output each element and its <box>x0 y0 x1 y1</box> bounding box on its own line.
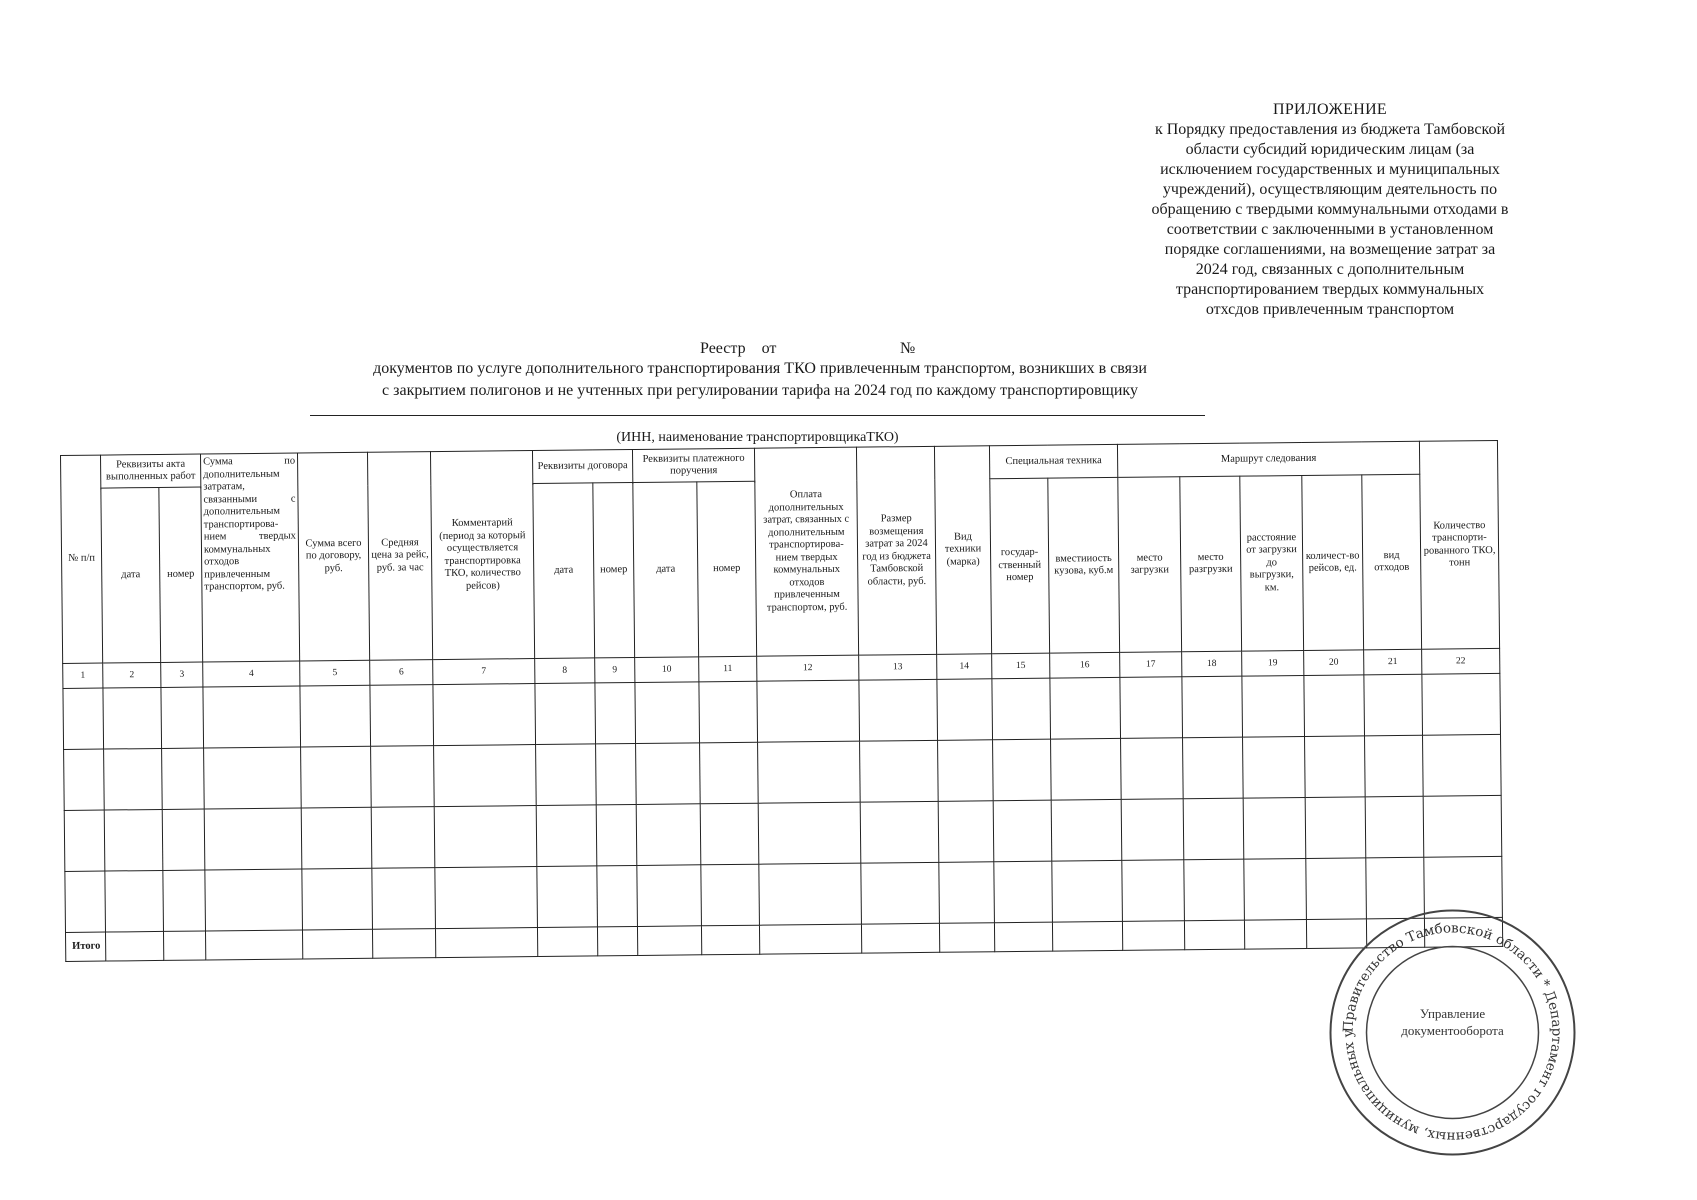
column-number: 19 <box>1242 650 1304 676</box>
stamp-ring-text: Правительство Тамбовской области * Департамент государственных, муниципальных у <box>1340 920 1565 1145</box>
col-14-header: Вид техники (марка) <box>934 446 991 655</box>
table-cell <box>1121 738 1184 800</box>
table-cell <box>371 746 435 808</box>
table-cell <box>636 804 701 866</box>
column-number: 14 <box>937 654 992 680</box>
table-cell <box>938 740 994 802</box>
table-cell <box>861 862 940 924</box>
official-stamp <box>1325 905 1580 1160</box>
table-cell <box>1305 797 1366 859</box>
table-cell <box>301 807 372 869</box>
col-18-header: место разгрузки <box>1180 476 1242 652</box>
table-cell <box>1184 859 1245 921</box>
table-cell <box>758 741 861 803</box>
table-cell <box>434 745 537 807</box>
col-8-9-header: Реквизиты договора <box>532 450 632 484</box>
registry-subtitle-line: с закрытием полигонов и не учтенных при регулировании тарифа на 2024 год по каждому транспортировщику <box>382 382 1138 399</box>
table-cell <box>162 809 205 870</box>
total-cell <box>205 930 302 960</box>
registry-number-sign: № <box>900 340 916 357</box>
appendix-title: ПРИЛОЖЕНИЕ <box>1272 101 1387 118</box>
total-cell <box>302 929 372 959</box>
table-cell <box>1244 858 1307 920</box>
registry-subtitle-line: документов по услуге дополнительного транспортирования ТКО привлеченным транспортом, возникших в связи <box>373 360 1147 377</box>
table-cell <box>993 739 1052 801</box>
col-6-header: Средняя цена за рейс, руб. за час <box>367 452 432 661</box>
payment-date-header: дата <box>633 482 699 658</box>
column-number: 20 <box>1304 650 1364 676</box>
table-cell <box>536 805 597 867</box>
special-equipment-header: Специальная техника <box>989 444 1117 478</box>
column-number: 18 <box>1182 651 1242 677</box>
column-number: 15 <box>992 653 1050 679</box>
table-cell <box>433 684 536 746</box>
appendix-line: к Порядку предоставления из бюджета Тамбовской <box>1154 121 1506 138</box>
table-cell <box>1422 673 1501 735</box>
table-cell <box>1305 736 1366 798</box>
table-cell <box>859 679 938 741</box>
total-cell <box>637 926 701 956</box>
column-number: 5 <box>300 660 370 686</box>
table-cell <box>63 688 104 749</box>
table-cell <box>163 870 206 931</box>
table-cell <box>860 740 939 802</box>
table-cell <box>1365 796 1424 858</box>
column-number: 12 <box>757 655 859 681</box>
appendix-line: 2024 год, связанных с дополнительным <box>1195 261 1465 278</box>
total-cell <box>1184 920 1244 950</box>
total-cell <box>1052 921 1122 951</box>
column-number: 1 <box>63 663 103 688</box>
table-cell <box>1183 737 1244 799</box>
table-cell <box>758 802 861 864</box>
column-number: 22 <box>1422 648 1500 674</box>
table-cell <box>371 807 435 869</box>
appendix-line: области субсидий юридическим лицам (за <box>1185 141 1475 158</box>
column-number: 4 <box>203 661 300 687</box>
column-number: 9 <box>595 657 635 682</box>
col-4-header: Сумма по дополнительным затратам, связанными с дополнительным транспортирова-нием твердых коммунальных отходов привлеченным транспортом, руб. <box>200 453 299 662</box>
total-cell <box>105 931 163 961</box>
total-cell <box>994 922 1052 952</box>
table-cell <box>1182 676 1243 738</box>
table-cell <box>162 748 205 809</box>
table-cell <box>535 683 596 745</box>
contract-date-header: дата <box>533 483 595 659</box>
table-cell <box>300 685 371 747</box>
col-22-header: Количество транспорти-рованного ТКО, тонн <box>1419 440 1499 649</box>
table-cell <box>1423 734 1502 796</box>
col-1-header: № п/п <box>61 455 103 663</box>
table-cell <box>104 809 163 871</box>
registry-from: от <box>761 340 777 357</box>
total-cell <box>1122 921 1184 951</box>
column-number: 16 <box>1050 652 1120 678</box>
table-cell <box>939 862 995 924</box>
col-17-header: место загрузки <box>1118 477 1182 653</box>
table-cell <box>699 681 758 743</box>
table-cell <box>1243 736 1306 798</box>
table-cell <box>161 687 204 748</box>
fill-in-line <box>310 415 1205 416</box>
table-cell <box>537 866 598 928</box>
col-5-header: Сумма всего по договору, руб. <box>297 452 369 661</box>
table-cell <box>370 685 434 747</box>
total-cell <box>163 931 205 960</box>
table-cell <box>595 682 636 743</box>
table-cell <box>757 680 860 742</box>
registry-title <box>700 340 916 358</box>
table-cell <box>103 687 162 749</box>
table-cell <box>635 682 700 744</box>
appendix-line: обращению с твердыми коммунальными отходами в <box>1151 201 1509 218</box>
payment-number-header: номер <box>697 481 757 657</box>
column-number: 8 <box>535 658 595 684</box>
column-number: 17 <box>1120 652 1182 678</box>
act-number-header: номер <box>159 487 203 662</box>
column-number: 10 <box>635 657 699 683</box>
table-cell <box>204 747 302 809</box>
column-number: 13 <box>859 654 937 680</box>
table-cell <box>372 868 436 930</box>
table-cell <box>204 808 302 870</box>
stamp-center-line: Управление <box>1419 1006 1486 1021</box>
registry-table <box>60 440 1503 962</box>
table-cell <box>937 679 993 741</box>
table-cell <box>205 869 303 931</box>
total-cell <box>759 924 861 954</box>
col-2-3-header: Реквизиты акта выполненных работ <box>101 454 201 488</box>
table-cell <box>64 749 105 810</box>
col-21-header: вид отходов <box>1362 474 1422 650</box>
table-cell <box>302 868 373 930</box>
total-cell <box>597 926 637 955</box>
table-cell <box>1304 675 1365 737</box>
table-cell <box>434 806 537 868</box>
table-cell <box>700 803 759 865</box>
table-cell <box>992 678 1051 740</box>
appendix-header <box>1105 100 1555 320</box>
col-19-header: расстояние от загрузки до выгрузки, км. <box>1240 475 1304 651</box>
table-cell <box>1120 677 1183 739</box>
route-header: Маршрут следования <box>1117 441 1419 477</box>
col-10-11-header: Реквизиты платежного поручения <box>632 448 754 482</box>
registry-word: Реестр <box>700 340 746 357</box>
registry-subtitle <box>310 358 1210 402</box>
table-cell <box>64 810 105 871</box>
table-cell <box>993 800 1052 862</box>
contract-number-header: номер <box>593 483 635 658</box>
table-cell <box>1052 860 1123 922</box>
col-15-header: государ-ственный номер <box>990 478 1050 654</box>
total-cell <box>701 925 759 955</box>
total-cell <box>537 927 597 957</box>
column-number: 6 <box>370 660 433 686</box>
appendix-line: отхсдов привлеченным транспортом <box>1205 301 1455 318</box>
col-13-header: Размер возмещения затрат за 2024 год из бюджета Тамбовской области, руб. <box>856 446 936 655</box>
column-number: 21 <box>1364 649 1422 675</box>
table-cell <box>597 865 638 926</box>
table-cell <box>104 748 163 810</box>
table-cell <box>1051 738 1122 800</box>
table-cell <box>1050 677 1121 739</box>
table-cell <box>1122 860 1185 922</box>
act-date-header: дата <box>101 487 161 663</box>
table-cell <box>1183 798 1244 860</box>
table-cell <box>1051 799 1122 861</box>
table-cell <box>105 870 164 932</box>
total-cell <box>1244 919 1306 949</box>
column-number: 11 <box>699 656 757 682</box>
table-cell <box>435 867 538 929</box>
col-16-header: вместииость кузова, куб.м <box>1048 477 1120 653</box>
appendix-line: порядке соглашениями, на возмещение затрат за <box>1164 241 1496 258</box>
table-cell <box>860 801 939 863</box>
table-cell <box>636 743 701 805</box>
table-cell <box>1364 674 1423 736</box>
column-number: 2 <box>103 662 161 688</box>
table-cell <box>596 804 637 865</box>
total-cell <box>435 928 537 958</box>
table-cell <box>1243 797 1306 859</box>
table-cell <box>536 744 597 806</box>
table-cell <box>1121 799 1184 861</box>
table-cell <box>65 871 106 932</box>
total-cell <box>372 929 435 959</box>
col-7-header: Комментарий (период за который осуществляется транспортировка ТКО, количество рейсов) <box>430 451 534 660</box>
col-12-header: Оплата дополнительных затрат, связанных с дополнительным транспортирова-нием твердых коммунальных отходов привлеченным транспортом, руб. <box>754 447 858 656</box>
stamp-center-text <box>1325 1005 1580 1039</box>
column-number: 3 <box>161 662 203 687</box>
appendix-line: исключением государственных и муниципальных <box>1160 161 1500 178</box>
registry-caption: (ИНН, наименование транспортировщикаТКО) <box>616 430 899 445</box>
table-cell <box>203 686 301 748</box>
table-cell <box>994 861 1053 923</box>
appendix-line: транспортированием твердых коммунальных <box>1175 281 1485 298</box>
table-cell <box>1365 735 1424 797</box>
table-cell <box>700 742 759 804</box>
table-cell <box>701 864 760 926</box>
table-cell <box>637 865 702 927</box>
stamp-center-line: документооборота <box>1401 1023 1504 1038</box>
table-cell <box>596 743 637 804</box>
table-cell <box>759 863 862 925</box>
table-cell <box>301 746 372 808</box>
col-20-header: количест-во рейсов, ед. <box>1302 475 1364 651</box>
column-number: 7 <box>433 659 535 685</box>
total-cell <box>861 923 939 953</box>
table-cell <box>938 801 994 863</box>
total-label: Итого <box>66 932 106 961</box>
appendix-line: учреждений), осуществляющим деятельность по <box>1162 181 1498 198</box>
table-cell <box>1423 795 1502 857</box>
registry-table-wrap <box>60 440 1503 962</box>
total-cell <box>939 923 994 953</box>
table-cell <box>1242 675 1305 737</box>
appendix-line: соответствии с заключенными в установленном <box>1166 221 1494 238</box>
